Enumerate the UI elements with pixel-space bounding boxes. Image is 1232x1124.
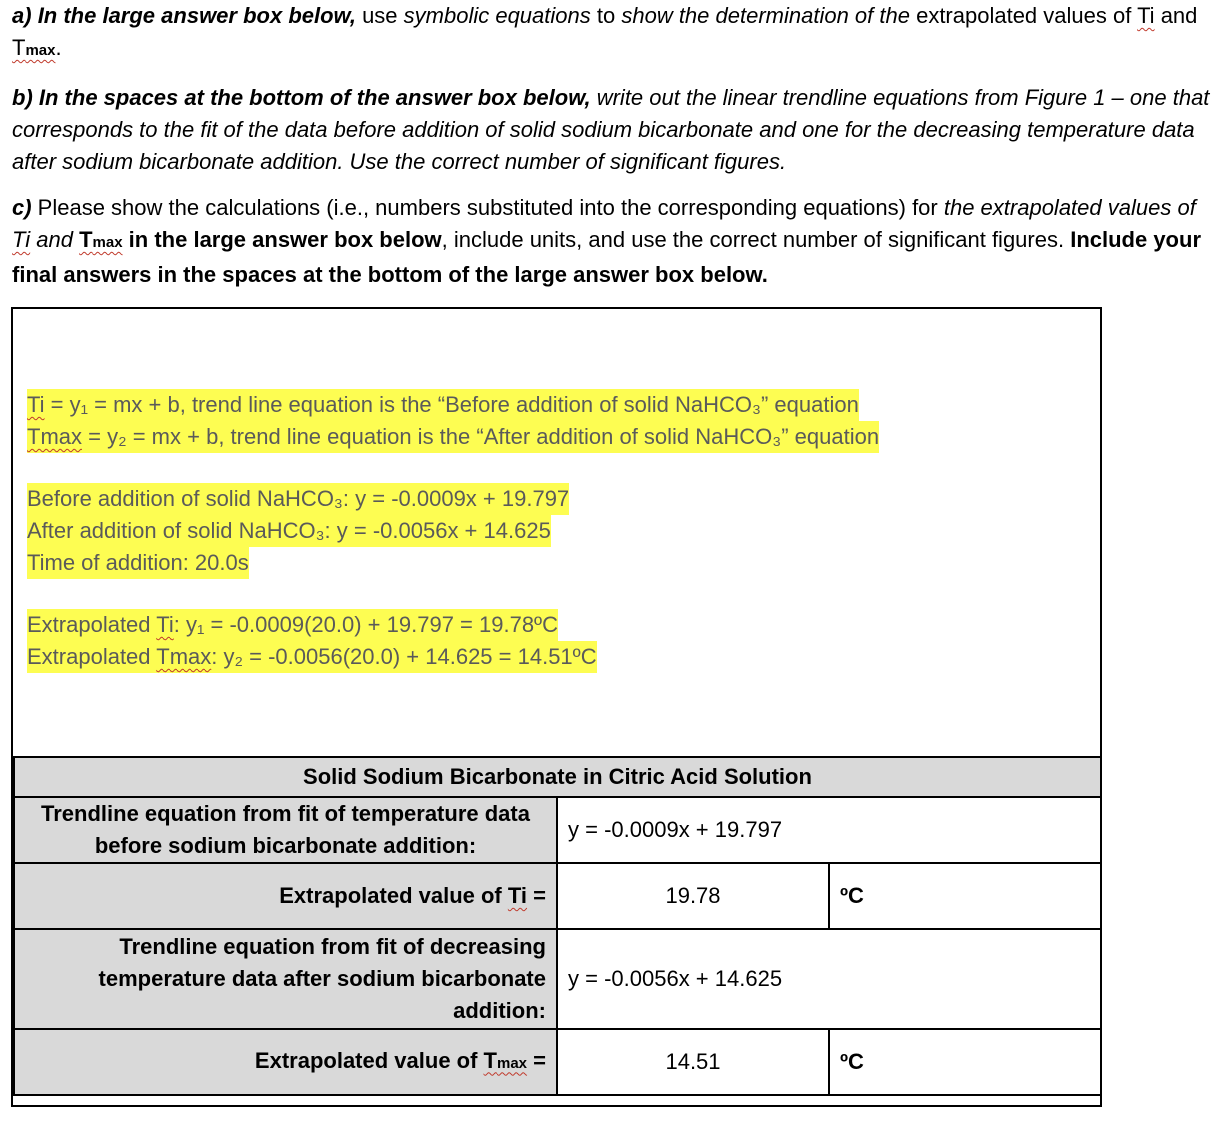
- part-c-tmax-symbol: [79, 227, 122, 252]
- calc-ti-prefix: Extrapolated: [27, 612, 157, 637]
- part-b-text: write out the linear trendline equations from Figure 1 – one that corresponds to the fit of the data before addition of solid sodium bicarbonate and one for the decreasing temperature data after sodium bicarbonate addition. Use the correct number of significant figures.: [12, 85, 1210, 174]
- calc-tmax-symbol: Tmax: [156, 644, 212, 669]
- row-ti-label-pre: Extrapolated value of: [279, 883, 508, 908]
- calc-ti-line: [27, 609, 597, 641]
- time-of-addition: Time of addition: 20.0s: [27, 547, 249, 579]
- calc-ti-symbol: Ti: [156, 612, 174, 637]
- row-ti-label-post: =: [527, 883, 546, 908]
- row-before-value[interactable]: y = -0.0009x + 19.797: [557, 797, 1101, 863]
- table-row: [14, 797, 1101, 863]
- formula-ti-symbol: Ti: [27, 392, 45, 417]
- part-c-text-2: the extrapolated values of: [943, 195, 1196, 220]
- part-a-ti-symbol: Ti: [1137, 3, 1155, 28]
- part-c-tmax-t: T: [79, 227, 93, 252]
- part-a-label: a): [12, 3, 32, 28]
- part-c-text-5: , include units, and use the correct number of significant figures.: [441, 227, 1071, 252]
- instruction-part-a: [12, 0, 1212, 67]
- row-ti-value[interactable]: 19.78: [557, 863, 829, 929]
- part-a-tmax-symbol: [12, 35, 55, 60]
- calc-ti-text: : y₁ = -0.0009(20.0) + 19.797 = 19.78ºC: [173, 612, 558, 637]
- calc-tmax-text: : y₂ = -0.0056(20.0) + 14.625 = 14.51ºC: [211, 644, 597, 669]
- part-c-tmax-sub: max: [92, 234, 123, 251]
- table-row: [14, 863, 1101, 929]
- formula-ti-line: [27, 389, 879, 421]
- row-tmax-label-post: =: [527, 1047, 546, 1073]
- row-tmax-unit: ºC: [829, 1029, 1101, 1095]
- row-after-label: Trendline equation from fit of decreasing temperature data after sodium bicarbonate addition:: [14, 929, 557, 1029]
- part-a-text-5: extrapolated values of: [909, 3, 1138, 28]
- formula-tmax-symbol: Tmax: [27, 424, 82, 449]
- calc-tmax-prefix: Extrapolated: [27, 644, 157, 669]
- part-c-text-4: in the large answer box below: [122, 227, 442, 252]
- answer-box[interactable]: [11, 307, 1102, 1107]
- row-before-label: Trendline equation from fit of temperature data before sodium bicarbonate addition:: [14, 797, 557, 863]
- part-a-text-6: and: [1154, 3, 1198, 28]
- part-a-text-7: .: [55, 35, 62, 60]
- equation-after: After addition of solid NaHCO₃: y = -0.0056x + 14.625: [27, 515, 551, 547]
- row-tmax-t: T: [483, 1047, 497, 1073]
- instruction-part-c: [12, 192, 1212, 291]
- part-c-text-3: and: [30, 227, 80, 252]
- part-a-tmax-sub: max: [25, 42, 56, 59]
- row-tmax-symbol: [484, 1048, 527, 1073]
- table-title: Solid Sodium Bicarbonate in Citric Acid Solution: [14, 757, 1101, 797]
- row-tmax-value[interactable]: 14.51: [557, 1029, 829, 1095]
- row-ti-symbol: Ti: [507, 883, 528, 908]
- table-row: [14, 929, 1101, 1029]
- part-b-label: b): [12, 85, 33, 110]
- formula-ti-text: = y₁ = mx + b, trend line equation is the “Before addition of solid NaHCO₃” equation: [44, 392, 859, 417]
- row-ti-unit: ºC: [829, 863, 1101, 929]
- part-c-ti-symbol: Ti: [12, 227, 31, 252]
- part-b-lead: In the spaces at the bottom of the answer box below,: [38, 85, 591, 110]
- part-a-tmax-t: T: [12, 35, 26, 60]
- formula-block: [27, 389, 879, 453]
- results-table: [13, 756, 1102, 1096]
- part-c-text-6: Include your final answers in the spaces at the bottom of the large answer box below.: [12, 227, 1201, 287]
- equation-block: [27, 483, 569, 579]
- equation-before: Before addition of solid NaHCO₃: y = -0.0009x + 19.797: [27, 483, 569, 515]
- row-tmax-label: [14, 1029, 557, 1095]
- part-a-text-2: symbolic equations: [403, 3, 591, 28]
- part-a-text-4: show the determination of the: [621, 3, 910, 28]
- formula-tmax-line: [27, 421, 879, 453]
- calculation-block: [27, 609, 597, 673]
- part-c-text-1: Please show the calculations (i.e., numbers substituted into the corresponding equations) for: [31, 195, 944, 220]
- calc-tmax-line: [27, 641, 597, 673]
- row-tmax-sub: max: [497, 1054, 528, 1072]
- formula-tmax-text: = y₂ = mx + b, trend line equation is the “After addition of solid NaHCO₃” equation: [82, 424, 880, 449]
- part-a-text-1: use: [355, 3, 404, 28]
- row-ti-label: [14, 863, 557, 929]
- part-a-lead: In the large answer box below,: [37, 3, 356, 28]
- row-after-value[interactable]: y = -0.0056x + 14.625: [557, 929, 1101, 1029]
- part-c-label: c): [12, 195, 32, 220]
- part-a-text-3: to: [590, 3, 622, 28]
- instruction-part-b: [12, 82, 1212, 178]
- row-tmax-label-pre: Extrapolated value of: [254, 1047, 484, 1073]
- table-row: [14, 1029, 1101, 1095]
